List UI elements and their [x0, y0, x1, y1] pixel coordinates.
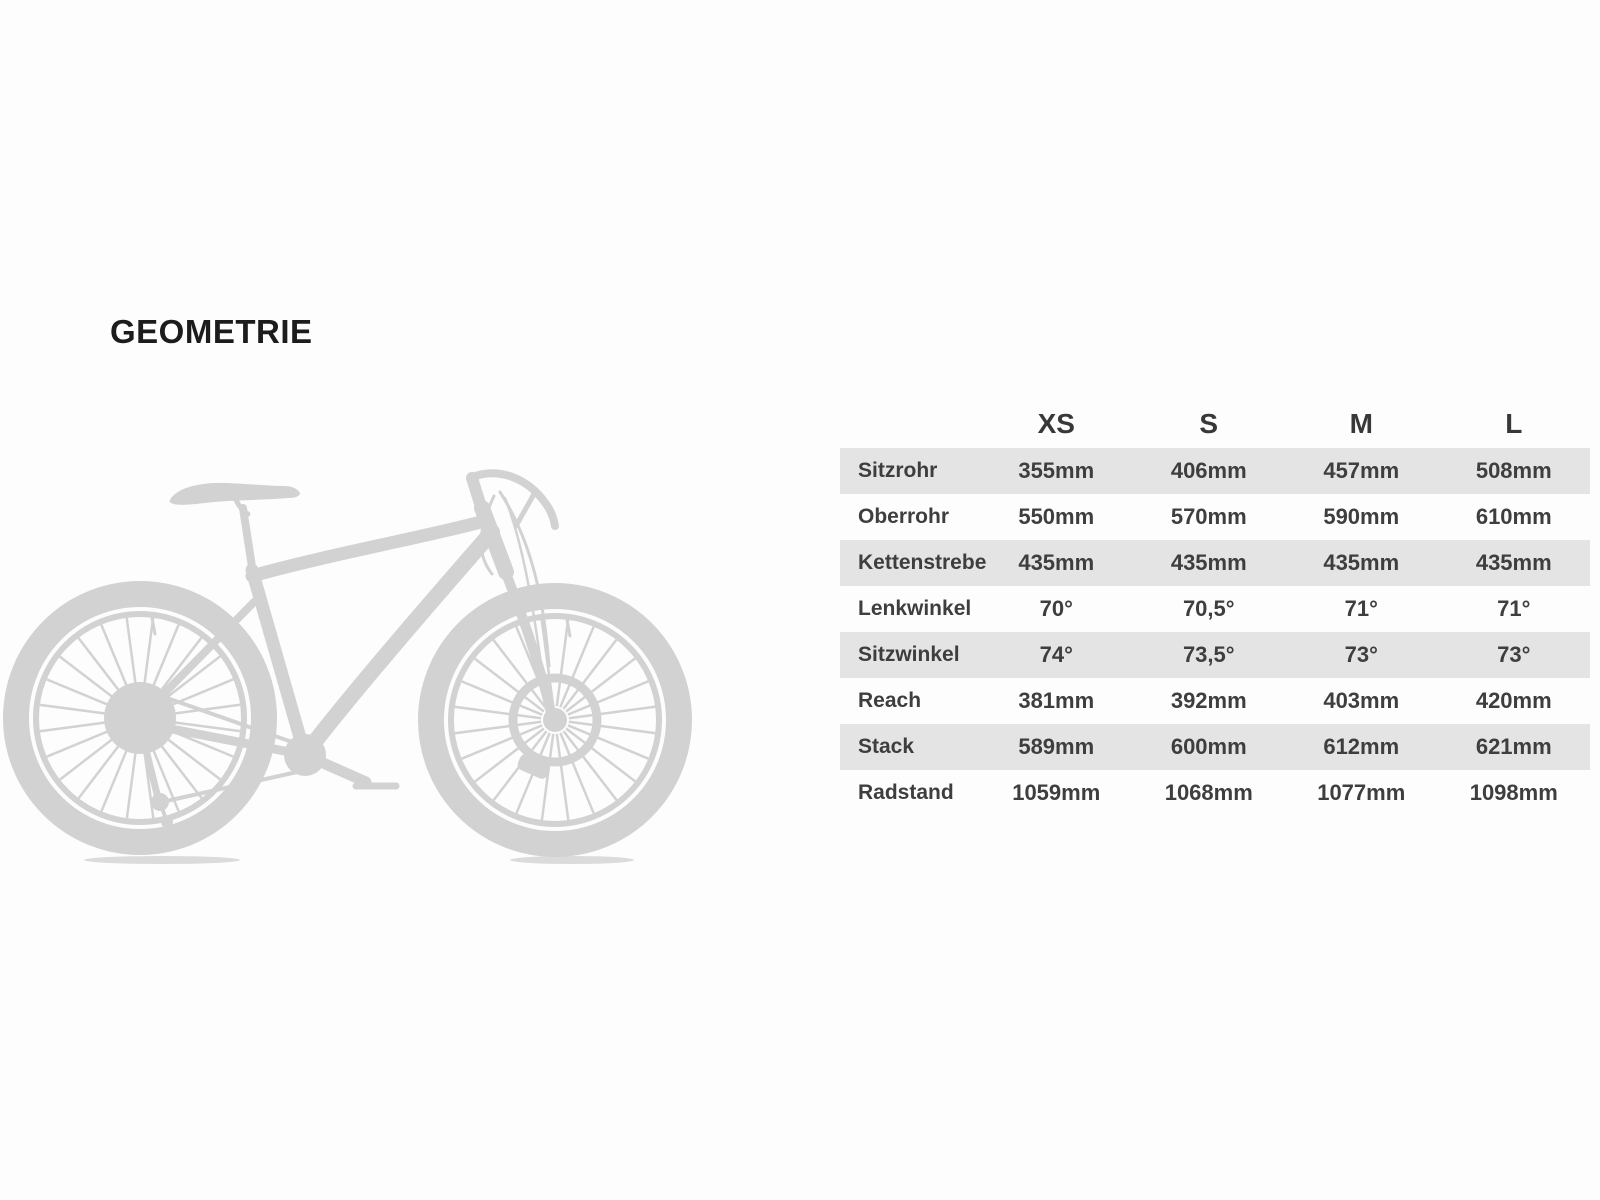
row-value: 610mm [1475, 504, 1552, 529]
row-value: 403mm [1323, 688, 1400, 713]
row-value: 70,5° [1182, 596, 1235, 621]
page-title: GEOMETRIE [110, 313, 313, 350]
table-row [840, 632, 1590, 678]
size-column-header-l: L [1505, 408, 1523, 439]
geometry-table-body [840, 448, 1590, 816]
row-value: 73° [1344, 642, 1378, 667]
row-value: 457mm [1323, 458, 1400, 483]
ground-shadow-rear [84, 856, 240, 864]
row-value: 420mm [1475, 688, 1552, 713]
row-label: Radstand [858, 781, 954, 804]
table-row [840, 540, 1590, 586]
geometry-table [840, 400, 1590, 816]
table-row [840, 724, 1590, 770]
row-value: 1068mm [1164, 780, 1253, 805]
row-value: 381mm [1018, 688, 1095, 713]
row-value: 73,5° [1182, 642, 1235, 667]
geometry-table-header [840, 400, 1590, 448]
table-row [840, 770, 1590, 816]
size-column-header-s: S [1199, 408, 1219, 439]
row-label: Reach [858, 689, 922, 712]
row-value: 71° [1344, 596, 1378, 621]
row-value: 612mm [1323, 734, 1400, 759]
bike-silhouette [0, 450, 700, 870]
row-label: Sitzrohr [858, 459, 938, 482]
row-value: 590mm [1323, 504, 1400, 529]
row-value: 1059mm [1012, 780, 1101, 805]
row-value: 71° [1497, 596, 1531, 621]
row-value: 435mm [1323, 550, 1400, 575]
crankset [284, 734, 396, 786]
row-value: 406mm [1170, 458, 1247, 483]
seatpost [243, 508, 254, 580]
size-column-header-m: M [1349, 408, 1373, 439]
row-value: 73° [1497, 642, 1531, 667]
row-value: 70° [1039, 596, 1073, 621]
front-wheel [431, 596, 679, 844]
row-value: 1098mm [1469, 780, 1558, 805]
row-value: 1077mm [1317, 780, 1406, 805]
row-value: 435mm [1475, 550, 1552, 575]
row-value: 355mm [1018, 458, 1095, 483]
table-row [840, 678, 1590, 724]
bike-silhouette-svg [0, 450, 700, 870]
stem [472, 478, 482, 510]
row-label: Stack [858, 735, 915, 758]
row-value: 392mm [1170, 688, 1247, 713]
row-value: 550mm [1018, 504, 1095, 529]
row-label: Sitzwinkel [858, 643, 960, 666]
row-value: 435mm [1170, 550, 1247, 575]
size-column-header-xs: XS [1037, 408, 1075, 439]
ground-shadow-front [510, 856, 634, 864]
frame [146, 508, 551, 755]
brake-lever [516, 494, 534, 526]
row-value: 621mm [1475, 734, 1552, 759]
row-value: 435mm [1018, 550, 1095, 575]
row-label: Kettenstrebe [858, 551, 987, 574]
row-value: 508mm [1475, 458, 1552, 483]
row-value: 589mm [1018, 734, 1095, 759]
row-label: Oberrohr [858, 505, 950, 528]
table-row [840, 448, 1590, 494]
table-row [840, 586, 1590, 632]
row-value: 570mm [1170, 504, 1247, 529]
row-value: 600mm [1170, 734, 1247, 759]
row-value: 74° [1039, 642, 1073, 667]
row-label: Lenkwinkel [858, 597, 972, 620]
table-row [840, 494, 1590, 540]
